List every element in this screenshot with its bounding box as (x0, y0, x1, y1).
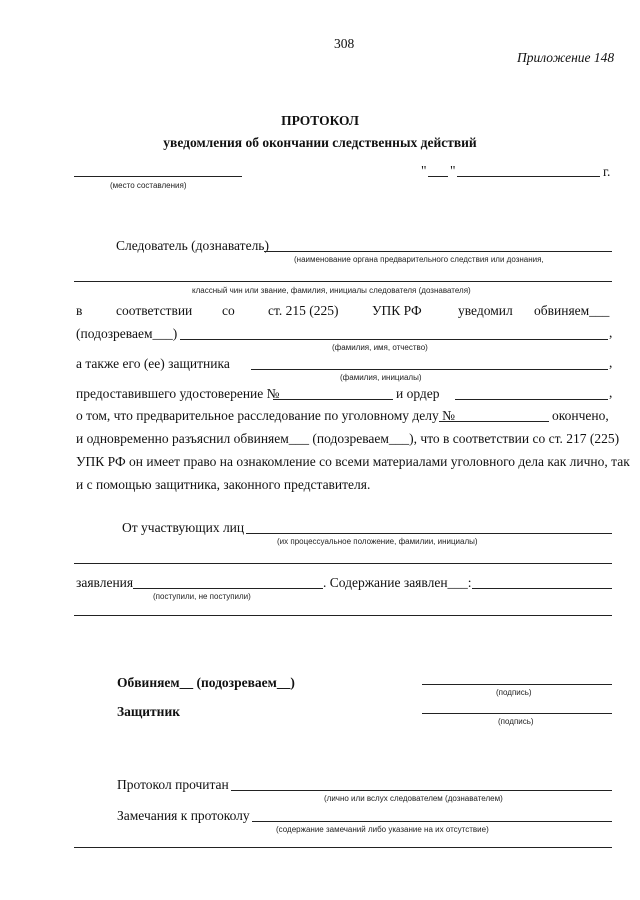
statements-label: заявления (76, 575, 134, 590)
order-number-line[interactable] (455, 399, 608, 400)
rights-line-2: и с помощью защитника, законного представителя. (76, 477, 371, 492)
defender-signature-caption: (подпись) (498, 717, 534, 726)
suspect-label: (подозреваем___) (76, 326, 178, 341)
place-caption: (место составления) (110, 181, 187, 190)
accused-signature-label: Обвиняем__ (подозреваем__) (117, 675, 295, 690)
fio-caption: (фамилия, имя, отчество) (332, 343, 428, 352)
remarks-caption: (содержание замечаний либо указание на их отсутствие) (276, 825, 489, 834)
participants-line-2[interactable] (74, 563, 612, 564)
accused-signature-line[interactable] (422, 684, 612, 685)
page-number: 308 (334, 36, 355, 51)
certificate-label: предоставившего удостоверение № (76, 386, 280, 401)
case-suffix: окончено, (552, 408, 609, 423)
document-title: ПРОТОКОЛ (281, 113, 359, 128)
explain-line: и одновременно разъяснил обвиняем___ (подозреваем___), что в соответствии со ст. 217 (225) (76, 431, 620, 446)
defender-name-line[interactable] (251, 369, 608, 370)
participants-caption: (их процессуальное положение, фамилии, инициалы) (277, 537, 478, 546)
defender-signature-label: Защитник (117, 704, 181, 719)
comma-1: , (609, 325, 613, 340)
protocol-read-label: Протокол прочитан (117, 777, 229, 792)
certificate-number-line[interactable] (273, 399, 393, 400)
justified-word-4: ст. 215 (225) (268, 303, 339, 318)
appendix-label: Приложение 148 (517, 50, 615, 65)
justified-word-5: УПК РФ (372, 303, 422, 318)
investigator-line-2[interactable] (74, 281, 612, 282)
case-prefix: о том, что предварительное расследование по уголовному делу № (76, 408, 456, 423)
comma-2: , (609, 355, 613, 370)
rights-line-1: УПК РФ он имеет право на ознакомление со всеми материалами уголовного дела как лично, так (76, 454, 630, 469)
defender-caption: (фамилия, инициалы) (340, 373, 422, 382)
justified-word-3: со (222, 303, 235, 318)
comma-3: , (609, 385, 613, 400)
statements-line[interactable] (133, 588, 323, 589)
remarks-label: Замечания к протоколу (117, 808, 250, 823)
protocol-read-line[interactable] (231, 790, 612, 791)
content-line[interactable] (472, 588, 612, 589)
remarks-line-2[interactable] (74, 847, 612, 848)
case-number-line[interactable] (439, 421, 549, 422)
investigator-line[interactable] (264, 251, 612, 252)
defender-label: а также его (ее) защитника (76, 356, 230, 371)
date-quote-close: " (450, 163, 456, 178)
protocol-read-caption: (лично или вслух следователем (дознавателем) (324, 794, 503, 803)
justified-word-6: уведомил (458, 303, 513, 318)
date-day-line[interactable] (428, 176, 448, 177)
remarks-line[interactable] (252, 821, 612, 822)
content-line-2[interactable] (74, 615, 612, 616)
participants-line[interactable] (246, 533, 612, 534)
investigator-caption-1: (наименование органа предварительного следствия или дознания, (294, 255, 544, 264)
accused-name-line[interactable] (180, 339, 608, 340)
justified-word-7: обвиняем___ (534, 303, 610, 318)
investigator-label: Следователь (дознаватель) (116, 238, 269, 253)
statements-caption: (поступили, не поступили) (153, 592, 251, 601)
year-suffix: г. (603, 164, 611, 179)
defender-signature-line[interactable] (422, 713, 612, 714)
justified-word-2: соответствии (116, 303, 193, 318)
justified-word-1: в (76, 303, 83, 318)
investigator-caption-2: классный чин или звание, фамилия, инициалы следователя (дознавателя) (192, 286, 471, 295)
accused-signature-caption: (подпись) (496, 688, 532, 697)
document-subtitle: уведомления об окончании следственных действий (163, 135, 477, 150)
date-quote-open: " (421, 163, 427, 178)
content-label: . Содержание заявлен___: (323, 575, 472, 590)
place-line[interactable] (74, 176, 242, 177)
order-label: и ордер (396, 386, 440, 401)
participants-label: От участвующих лиц (122, 520, 245, 535)
date-month-line[interactable] (457, 176, 600, 177)
